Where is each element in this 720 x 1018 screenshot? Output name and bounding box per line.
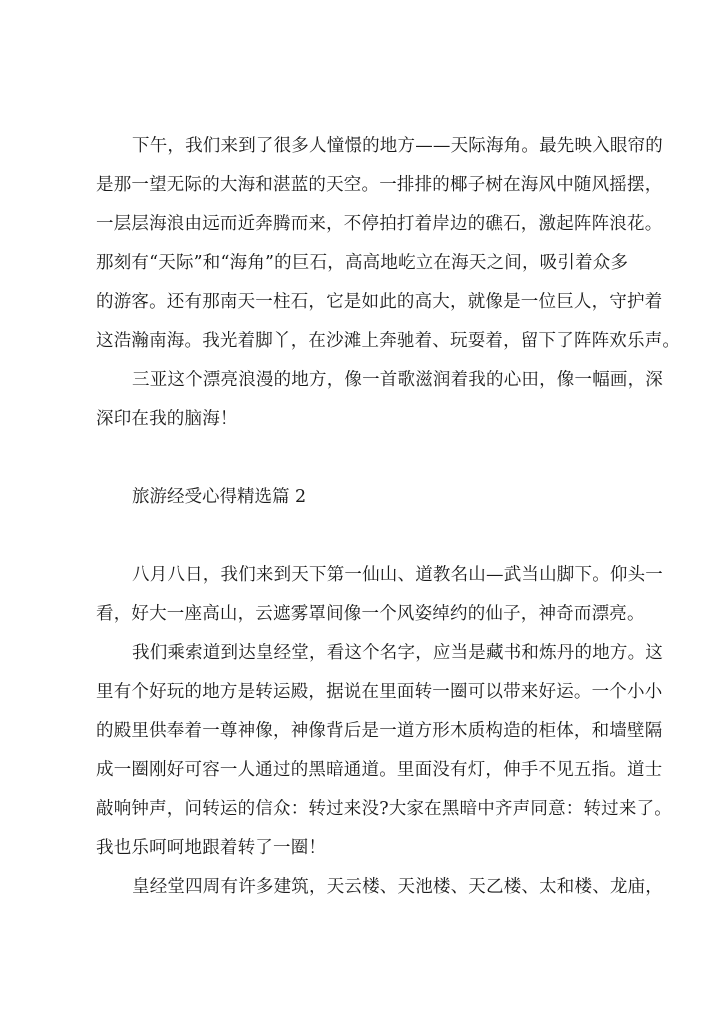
paragraph-1-line-6: 这浩瀚南海。我光着脚丫，在沙滩上奔驰着、玩耍着，留下了阵阵欢乐声。 <box>96 331 681 351</box>
paragraph-1-line-3: 一层层海浪由远而近奔腾而来，不停拍打着岸边的礁石，激起阵阵浪花。 <box>96 214 663 234</box>
section2-paragraph-2-line-1: 我们乘索道到达皇经堂，看这个名字，应当是藏书和炼丹的地方。这 <box>132 643 663 663</box>
section2-paragraph-2-line-6: 我也乐呵呵地跟着转了一圈！ <box>96 838 327 858</box>
paragraph-2-line-2: 深印在我的脑海！ <box>96 409 238 429</box>
paragraph-1-line-2: 是那一望无际的大海和湛蓝的天空。一排排的椰子树在海风中随风摇摆， <box>96 175 663 195</box>
section2-paragraph-2-line-2: 里有个好玩的地方是转运殿，据说在里面转一圈可以带来好运。一个小小 <box>96 682 663 702</box>
section2-paragraph-1-line-1: 八月八日，我们来到天下第一仙山、道教名山—武当山脚下。仰头一 <box>132 565 663 585</box>
paragraph-2-line-1: 三亚这个漂亮浪漫的地方，像一首歌滋润着我的心田，像一幅画，深 <box>132 370 663 390</box>
section-title: 旅游经受心得精选篇 2 <box>132 487 307 507</box>
paragraph-1-line-1: 下午，我们来到了很多人憧憬的地方——天际海角。最先映入眼帘的 <box>132 136 663 156</box>
section2-paragraph-2-line-4: 成一圈刚好可容一人通过的黑暗通道。里面没有灯，伸手不见五指。道士 <box>96 760 663 780</box>
section2-paragraph-2-line-5: 敲响钟声，问转运的信众：转过来没?大家在黑暗中齐声同意：转过来了。 <box>96 799 672 819</box>
section2-paragraph-2-line-3: 的殿里供奉着一尊神像，神像背后是一道方形木质构造的柜体，和墙壁隔 <box>96 721 663 741</box>
paragraph-1-line-4: 那刻有“天际”和“海角”的巨石，高高地屹立在海天之间，吸引着众多 <box>96 253 629 273</box>
section2-paragraph-3-line-1: 皇经堂四周有许多建筑，天云楼、天池楼、天乙楼、太和楼、龙庙， <box>132 877 663 897</box>
paragraph-1-line-5: 的游客。还有那南天一柱石，它是如此的高大，就像是一位巨人，守护着 <box>96 292 663 312</box>
document-page <box>96 0 681 1018</box>
section2-paragraph-1-line-2: 看，好大一座高山，云遮雾罩间像一个风姿绰约的仙子，神奇而漂亮。 <box>96 604 645 624</box>
